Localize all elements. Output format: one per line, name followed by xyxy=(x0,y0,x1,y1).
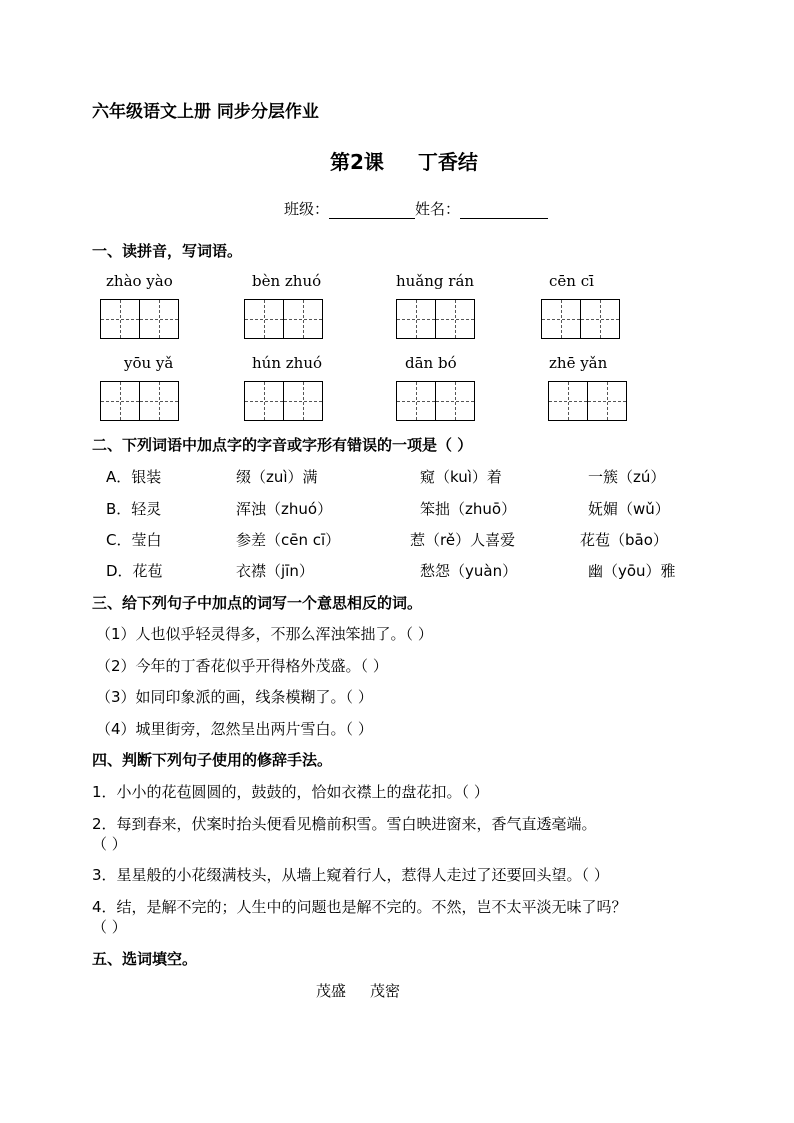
option-word: 花苞（bāo） xyxy=(580,531,668,549)
writing-cell[interactable] xyxy=(283,381,323,421)
option-word: 笨拙（zhuō） xyxy=(420,500,517,518)
option-word: 一簇（zú） xyxy=(588,468,666,486)
option-word: 参差（cēn cī） xyxy=(236,531,341,549)
writing-grid[interactable] xyxy=(100,381,178,421)
word-choice: 茂盛 xyxy=(316,982,347,1000)
writing-cell[interactable] xyxy=(100,381,140,421)
writing-cell[interactable] xyxy=(541,299,581,339)
question-item: （1）人也似乎轻灵得多，不那么浑浊笨拙了。（ ） xyxy=(96,625,433,643)
question-item: （3）如同印象派的画，线条模糊了。（ ） xyxy=(96,688,373,706)
student-info xyxy=(284,198,548,219)
pinyin-label: zhē yǎn xyxy=(549,354,608,372)
question-item: （2）今年的丁香花似乎开得格外茂盛。（ ） xyxy=(96,657,388,675)
writing-grid[interactable] xyxy=(244,381,322,421)
writing-cell[interactable] xyxy=(548,381,588,421)
lesson-name: 丁香结 xyxy=(417,150,478,174)
name-label: 姓名： xyxy=(415,200,461,218)
option-word: 缀（zuì）满 xyxy=(236,468,318,486)
option-word: 浑浊（zhuó） xyxy=(236,500,333,518)
pinyin-label: cēn cī xyxy=(549,272,594,290)
option-word: 妩媚（wǔ） xyxy=(588,500,670,518)
pinyin-label: huǎng rán xyxy=(396,272,475,290)
lesson-number: 第2课 xyxy=(330,150,384,174)
option-label: D．花苞 xyxy=(106,562,163,580)
option-word: 惹（rě）人喜爱 xyxy=(410,531,516,549)
writing-cell[interactable] xyxy=(587,381,627,421)
writing-cell[interactable] xyxy=(396,381,436,421)
writing-cell[interactable] xyxy=(139,381,179,421)
pinyin-label: bèn zhuó xyxy=(252,272,322,290)
writing-cell[interactable] xyxy=(283,299,323,339)
option-word: 窥（kuì）着 xyxy=(420,468,502,486)
question-item: 1．小小的花苞圆圆的，鼓鼓的，恰如衣襟上的盘花扣。（ ） xyxy=(92,783,489,801)
writing-grid[interactable] xyxy=(244,299,322,339)
option-label: C．莹白 xyxy=(106,531,162,549)
pinyin-label: dān bó xyxy=(405,354,457,372)
name-blank[interactable] xyxy=(460,204,548,219)
writing-cell[interactable] xyxy=(100,299,140,339)
writing-grid[interactable] xyxy=(396,299,474,339)
writing-grid[interactable] xyxy=(100,299,178,339)
option-word: 愁怨（yuàn） xyxy=(420,562,518,580)
writing-cell[interactable] xyxy=(435,299,475,339)
word-choice: 茂密 xyxy=(370,982,401,1000)
option-label: A．银装 xyxy=(106,468,162,486)
question-item: 4．结，是解不完的；人生中的问题也是解不完的。不然，岂不太平淡无味了吗？ xyxy=(92,898,627,916)
question-item-answer: （ ） xyxy=(92,918,127,936)
question-item: 2．每到春来，伏案时抬头便看见檐前积雪。雪白映进窗来，香气直透毫端。 xyxy=(92,815,597,833)
writing-cell[interactable] xyxy=(435,381,475,421)
writing-grid[interactable] xyxy=(541,299,619,339)
writing-grid[interactable] xyxy=(548,381,626,421)
section-4-heading: 四、判断下列句子使用的修辞手法。 xyxy=(92,751,333,769)
class-blank[interactable] xyxy=(329,204,415,219)
question-item: 3．星星般的小花缀满枝头，从墙上窥着行人，惹得人走过了还要回头望。（ ） xyxy=(92,866,609,884)
page-title xyxy=(330,146,478,175)
writing-cell[interactable] xyxy=(244,299,284,339)
pinyin-label: yōu yǎ xyxy=(124,354,174,372)
writing-cell[interactable] xyxy=(396,299,436,339)
writing-grid[interactable] xyxy=(396,381,474,421)
worksheet-header: 六年级语文上册 同步分层作业 xyxy=(92,102,319,122)
pinyin-label: hún zhuó xyxy=(252,354,323,372)
option-word: 衣襟（jīn） xyxy=(236,562,314,580)
question-item-answer: （ ） xyxy=(92,835,127,853)
writing-cell[interactable] xyxy=(580,299,620,339)
writing-cell[interactable] xyxy=(244,381,284,421)
class-label: 班级： xyxy=(284,200,330,218)
option-label: B．轻灵 xyxy=(106,500,162,518)
section-3-heading: 三、给下列句子中加点的词写一个意思相反的词。 xyxy=(92,594,423,612)
section-5-heading: 五、选词填空。 xyxy=(92,950,198,968)
option-word: 幽（yōu）雅 xyxy=(588,562,676,580)
question-item: （4）城里街旁，忽然呈出两片雪白。（ ） xyxy=(96,720,373,738)
section-2-heading: 二、下列词语中加点字的字音或字形有错误的一项是（ ） xyxy=(92,436,473,454)
pinyin-label: zhào yào xyxy=(106,272,173,290)
section-1-heading: 一、读拼音，写词语。 xyxy=(92,242,243,260)
writing-cell[interactable] xyxy=(139,299,179,339)
